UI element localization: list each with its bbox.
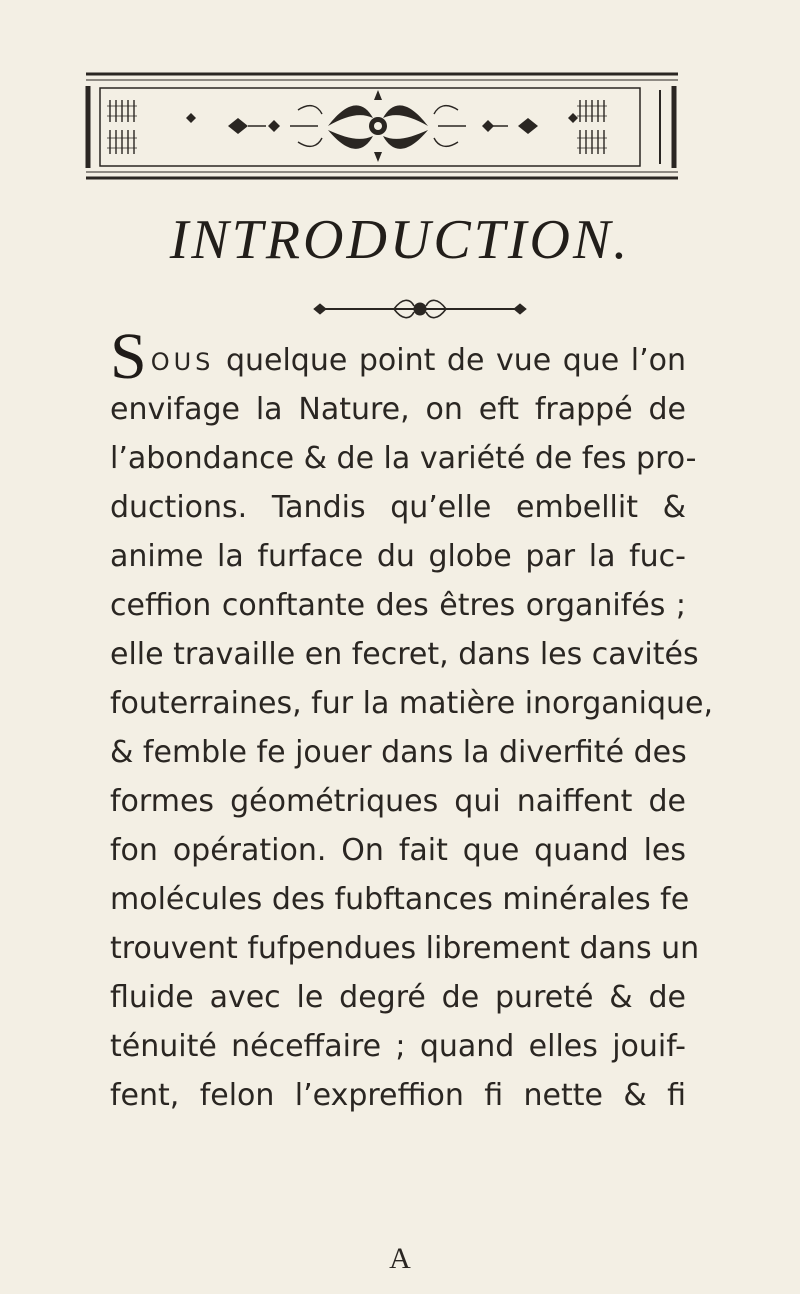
signature-mark: A [389,1242,411,1275]
text-line: anime la furface du globe par la fuc- [110,539,686,574]
chapter-title: INTRODUCTION. [169,209,631,271]
text-line: ténuité néceffaire ; quand elles jouif- [110,1029,686,1064]
body-text [110,320,714,1120]
text-line: ceffion conftante des êtres organifés ; [110,588,686,623]
title-rule-ornament [310,296,530,322]
text-line-rest: quelque point de vue que l’on [214,343,686,378]
text-line: ductions. Tandis qu’elle embellit & [110,490,686,525]
text-line [110,320,686,393]
headpiece-ornament [78,60,688,190]
small-caps: OUS [150,348,215,376]
text-line: fon opération. On fait que quand les [110,833,686,868]
drop-cap: S [110,320,147,393]
text-line: envifage la Nature, on eft frappé de [110,392,686,427]
text-line: trouvent fufpendues librement dans un [110,931,700,966]
text-line: l’abondance & de la variété de fes pro- [110,441,697,476]
text-line: fouterraines, fur la matière inorganique, [110,686,714,721]
text-line: fluide avec le degré de pureté & de [110,980,686,1015]
text-line: & femble fe jouer dans la diverfité des [110,735,687,770]
text-line: molécules des fubftances minérales fe [110,882,690,917]
text-line: elle travaille en fecret, dans les cavités [110,637,699,672]
text-line: fent, felon l’expreffion fi nette & fi [110,1078,686,1113]
text-line: formes géométriques qui naiffent de [110,784,686,819]
